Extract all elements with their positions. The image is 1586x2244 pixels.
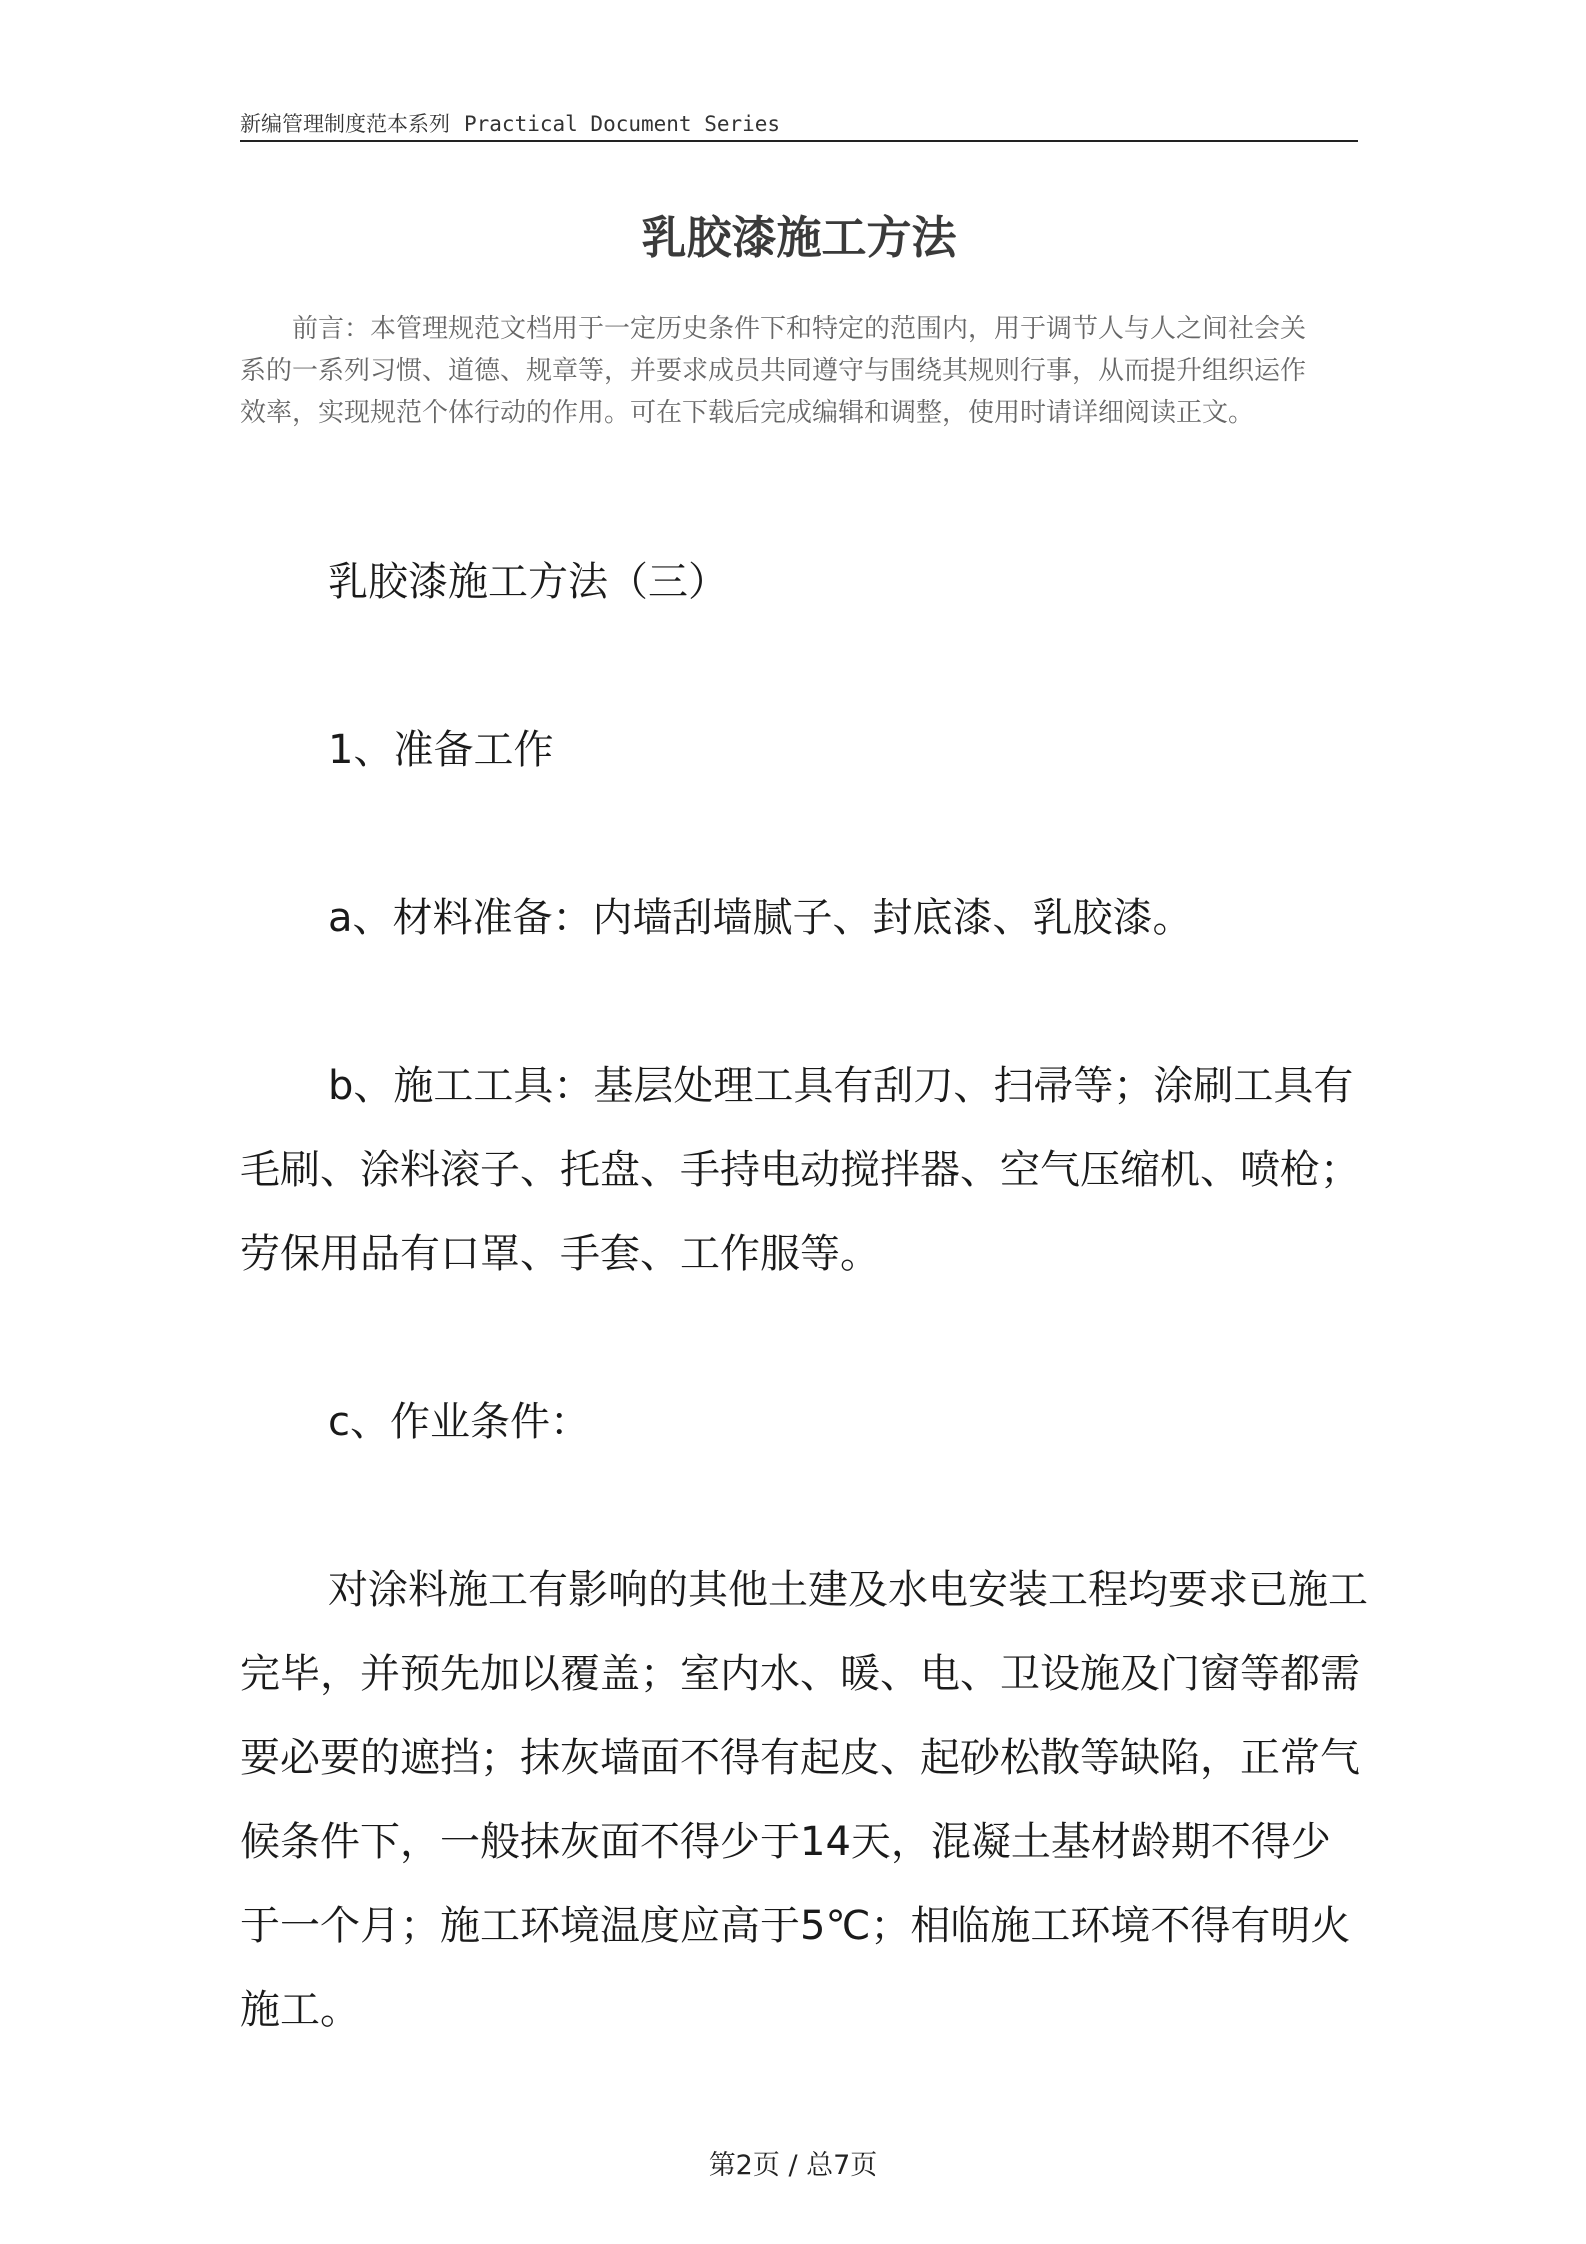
paragraph-conditions: 对涂料施工有影响的其他土建及水电安装工程均要求已施工完毕，并预先加以覆盖；室内水、暖、电、卫设施及门窗等都需要必要的遮挡；抹灰墙面不得有起皮、起砂松散等缺陷，正常气候条件下，一般抹灰面不得少于14天，混凝土基材龄期不得少于一个月；施工环境温度应高于5℃；相临施工环境不得有明火施工。 <box>240 1567 1368 2033</box>
page-footer: 第2页 / 总7页 <box>708 2150 878 2181</box>
section-subtitle: 乳胶漆施工方法（三） <box>328 559 728 605</box>
paragraph-item-a: a、材料准备：内墙刮墙腻子、封底漆、乳胶漆。 <box>328 895 1193 941</box>
paragraph-item-b: b、施工工具：基层处理工具有刮刀、扫帚等；涂刷工具有毛刷、涂料滚子、托盘、手持电动搅拌器、空气压缩机、喷枪；劳保用品有口罩、手套、工作服等。 <box>240 1063 1360 1277</box>
header-series-en: Practical Document Series <box>464 112 781 136</box>
page-header <box>240 108 1358 142</box>
paragraph-item-c: c、作业条件： <box>328 1399 590 1445</box>
document-title: 乳胶漆施工方法 <box>641 211 957 264</box>
section-heading-1: 1、准备工作 <box>328 727 554 773</box>
preface-text: 前言：本管理规范文档用于一定历史条件下和特定的范围内，用于调节人与人之间社会关系的一系列习惯、道德、规章等，并要求成员共同遵守与围绕其规则行事，从而提升组织运作效率，实现规范个体行动的作用。可在下载后完成编辑和调整，使用时请详细阅读正文。 <box>240 314 1307 428</box>
header-series-cn: 新编管理制度范本系列 <box>240 112 450 136</box>
